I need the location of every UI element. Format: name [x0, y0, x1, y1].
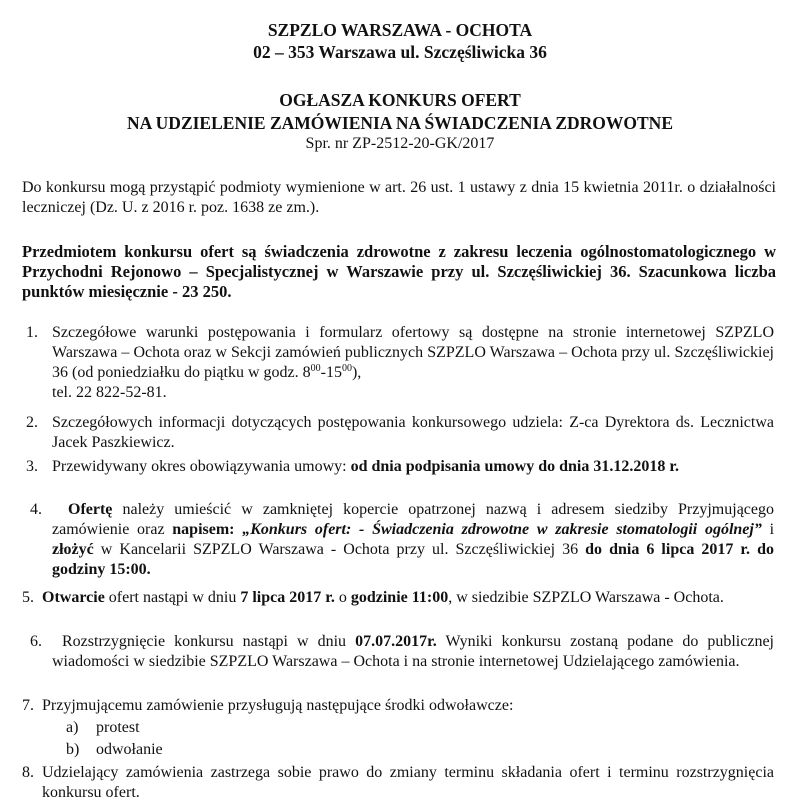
item-7-number: 7. [22, 697, 34, 714]
item-1 [52, 323, 774, 403]
announce-subject: NA UDZIELENIE ZAMÓWIENIA NA ŚWIADCZENIA ZDROWOTNE [126, 113, 673, 133]
intro-paragraph: Do konkursu mogą przystąpić podmioty wymienione w art. 26 ust. 1 ustawy z dnia 15 kwietnia 2011r. o działalności leczniczej (Dz. U. z 2016 r. poz. 1638 ze zm.). [22, 179, 776, 216]
org-name: SZPZLO WARSZAWA - OCHOTA [267, 20, 533, 40]
item-3-period: od dnia podpisania umowy do dnia 31.12.2018 r. [350, 458, 679, 475]
item-5 [42, 588, 774, 608]
item-5-text-2: o [334, 589, 351, 606]
hours-start-sup: 00 [310, 363, 321, 374]
item-5-time: godzinie 11:00 [350, 589, 449, 606]
item-7: Przyjmującemu zamówienie przysługują następujące środki odwoławcze: [42, 697, 514, 714]
item-4-text-3: w Kancelarii SZPZLO Warszawa - Ochota przy ul. Szczęśliwickiej 36 [93, 541, 586, 558]
item-6 [52, 632, 774, 672]
item-2: Szczegółowych informacji dotyczących postępowania konkursowego udziela: Z-ca Dyrektora ds. Lecznictwa Jacek Paszkiewicz. [52, 414, 774, 451]
item-6-text-2: Wyniki konkursu zostaną podane do publicznej wiadomości w siedzibie SZPZLO Warszawa – Ochota i na stronie internetowej Udzielającego zamówienia. [52, 633, 774, 670]
announce-title: OGŁASZA KONKURS OFERT [279, 90, 521, 110]
item-4-deadline: do dnia 6 lipca 2017 r. do godziny 15:00. [52, 541, 775, 578]
item-4-offer-label: Ofertę [68, 501, 113, 518]
item-1-number: 1. [26, 324, 38, 341]
item-5-opening-label: Otwarcie [42, 589, 105, 606]
item-3-text: Przewidywany okres obowiązywania umowy: [52, 458, 351, 475]
item-1-phone: tel. 22 822-52-81. [52, 384, 167, 401]
item-8: Udzielający zamówienia zastrzega sobie prawo do zmiany terminu składania ofert i terminu rozstrzygnięcia konkursu ofert. [42, 764, 774, 801]
item-2-number: 2. [26, 414, 38, 431]
hours-dash: -15 [320, 364, 342, 381]
item-1-text: Szczegółowe warunki postępowania i formularz ofertowy są dostępne na stronie internetowej SZPZLO Warszawa – Ochota oraz w Sekcji zamówień publicznych SZPZLO Warszawa – Ochota przy ul. Szczęśliwickiej 36 (od poniedziałku do piątku w godz. 8 [52, 324, 774, 381]
item-4 [52, 500, 774, 580]
org-address: 02 – 353 Warszawa ul. Szczęśliwicka 36 [253, 42, 547, 62]
item-3-number: 3. [26, 458, 38, 475]
item-8-number: 8. [22, 764, 34, 781]
item-4-inscription: „Konkurs ofert: - Świadczenia zdrowotne w zakresie stomatologii ogólnej” [242, 521, 762, 538]
item-4-text-1: należy umieścić w zamkniętej kopercie opatrzonej nazwą i adresem siedziby Przyjmującego zamówienie oraz [52, 501, 774, 538]
item-4-number: 4. [30, 501, 42, 518]
item-6-number: 6. [30, 633, 42, 650]
item-3 [52, 457, 774, 477]
item-5-text-1: ofert nastąpi w dniu [104, 589, 241, 606]
item-7b-letter: b) [66, 741, 80, 758]
subject-paragraph: Przedmiotem konkursu ofert są świadczenia zdrowotne z zakresu leczenia ogólnostomatologicznego w Przychodni Rejonowo – Specjalistycznej w Warszawie przy ul. Szczęśliwickiej 36. Szacunkowa liczba punktów miesięcznie - 23 250. [22, 242, 776, 301]
reference-number: Spr. nr ZP-2512-20-GK/2017 [305, 135, 495, 152]
item-4-text-2: i [761, 521, 775, 538]
hours-close: ), [351, 364, 362, 381]
item-5-date: 7 lipca 2017 r. [240, 589, 335, 606]
item-6-text-1: Rozstrzygnięcie konkursu nastąpi w dniu [62, 633, 356, 650]
item-5-text-3: , w siedzibie SZPZLO Warszawa - Ochota. [448, 589, 724, 606]
item-4-inscription-label: napisem: [172, 521, 243, 538]
item-7a-letter: a) [66, 719, 79, 736]
item-7a: protest [96, 719, 140, 736]
item-5-number: 5. [22, 589, 34, 606]
item-6-date: 07.07.2017r. [355, 633, 437, 650]
item-4-submit-label: złożyć [52, 541, 94, 558]
item-7b: odwołanie [96, 741, 163, 758]
hours-end-sup: 00 [341, 363, 352, 374]
